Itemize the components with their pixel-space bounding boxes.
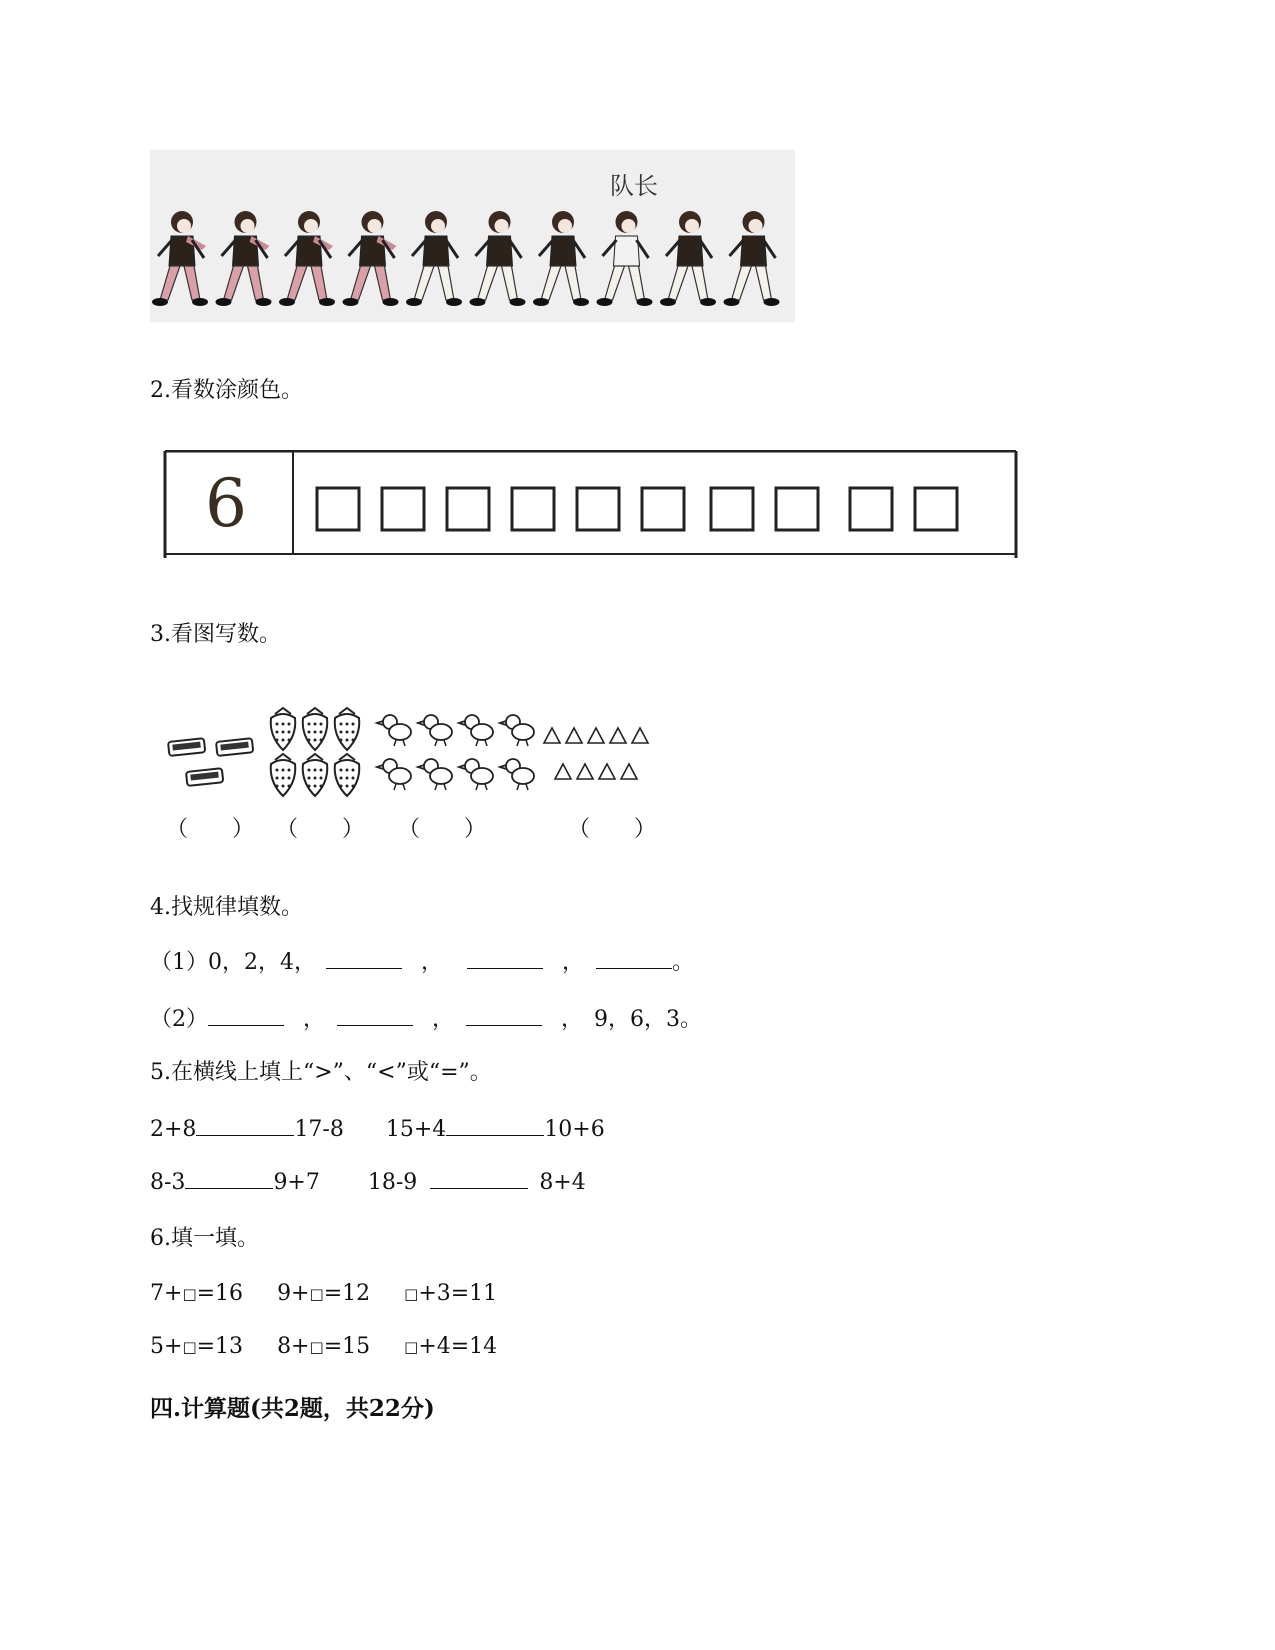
expr: 8+4 bbox=[539, 1170, 586, 1195]
expr: 8-3 bbox=[150, 1170, 186, 1195]
number-six: 6 bbox=[205, 465, 247, 542]
q3-title: 3.看图写数。 bbox=[150, 622, 281, 647]
expr: 9+7 bbox=[273, 1170, 320, 1195]
chick-icon bbox=[418, 759, 452, 790]
walking-child-icon bbox=[533, 211, 589, 306]
chick-icon bbox=[377, 759, 411, 790]
color-square[interactable] bbox=[711, 488, 753, 530]
color-squares bbox=[317, 488, 957, 530]
expr: 18-9 bbox=[367, 1170, 418, 1195]
chick-icon bbox=[500, 715, 534, 746]
blank-1[interactable] bbox=[326, 948, 402, 969]
expr: 17-8 bbox=[294, 1117, 344, 1142]
triangle-icon bbox=[610, 728, 626, 743]
strawberry-icon bbox=[335, 708, 360, 750]
chick-icon bbox=[459, 759, 493, 790]
triangle-icon bbox=[632, 728, 648, 743]
triangles-group bbox=[544, 728, 648, 779]
expr: +4=14 bbox=[418, 1334, 498, 1359]
blank-2[interactable] bbox=[467, 948, 543, 969]
answer-paren-4[interactable]: （ ） bbox=[568, 817, 657, 842]
color-square[interactable] bbox=[317, 488, 359, 530]
eraser-icon bbox=[168, 738, 205, 756]
expr: =15 bbox=[323, 1334, 371, 1359]
blank-6[interactable] bbox=[466, 1005, 542, 1026]
color-square[interactable] bbox=[642, 488, 684, 530]
walkers-illustration bbox=[150, 150, 795, 322]
expr: 15+4 bbox=[385, 1117, 447, 1142]
walking-child-icon bbox=[470, 211, 526, 306]
expr: =16 bbox=[196, 1281, 244, 1306]
q5-row-1 bbox=[150, 1115, 605, 1145]
blank-3[interactable] bbox=[596, 948, 672, 969]
strawberry-icon bbox=[271, 708, 296, 750]
count-figure bbox=[150, 700, 690, 850]
square-blank[interactable]: □ bbox=[404, 1285, 419, 1303]
color-square[interactable] bbox=[512, 488, 554, 530]
q4-title: 4.找规律填数。 bbox=[150, 895, 303, 920]
q5-row-2 bbox=[150, 1168, 586, 1198]
expr: =13 bbox=[196, 1334, 244, 1359]
walking-child-icon bbox=[152, 211, 208, 306]
triangle-icon bbox=[555, 764, 571, 779]
color-square[interactable] bbox=[850, 488, 892, 530]
color-square[interactable] bbox=[577, 488, 619, 530]
walking-child-icon bbox=[597, 211, 653, 306]
compare-blank[interactable] bbox=[196, 1115, 294, 1136]
square-blank[interactable]: □ bbox=[309, 1285, 324, 1303]
chick-icon bbox=[459, 715, 493, 746]
walking-child-icon bbox=[660, 211, 716, 306]
walkers-figure bbox=[150, 150, 795, 322]
captain-label: 队长 bbox=[610, 172, 658, 200]
expr: 8+ bbox=[277, 1334, 310, 1359]
expr: 7+ bbox=[150, 1281, 183, 1306]
eraser-icon bbox=[186, 768, 223, 786]
q6-title: 6.填一填。 bbox=[150, 1226, 259, 1251]
compare-blank[interactable] bbox=[185, 1168, 273, 1189]
triangle-icon bbox=[588, 728, 604, 743]
walking-child-icon bbox=[279, 211, 335, 306]
expr: 5+ bbox=[150, 1334, 183, 1359]
strawberry-icon bbox=[271, 754, 296, 796]
color-square[interactable] bbox=[915, 488, 957, 530]
square-blank[interactable]: □ bbox=[182, 1285, 197, 1303]
color-square[interactable] bbox=[776, 488, 818, 530]
blank-5[interactable] bbox=[337, 1005, 413, 1026]
erasers-group bbox=[168, 738, 253, 786]
color-box bbox=[163, 450, 1019, 558]
chick-icon bbox=[377, 715, 411, 746]
separator: ， bbox=[303, 1007, 326, 1032]
strawberries-group bbox=[271, 708, 360, 796]
walking-child-icon bbox=[216, 211, 272, 306]
color-square[interactable] bbox=[447, 488, 489, 530]
walking-child-icon bbox=[343, 211, 399, 306]
period: 。 bbox=[672, 950, 695, 975]
q6-row-2 bbox=[150, 1332, 497, 1362]
walking-child-icon bbox=[406, 211, 462, 306]
strawberry-icon bbox=[303, 754, 328, 796]
q4-line1-prefix: （1）0，2，4， bbox=[150, 950, 316, 975]
chicks-group bbox=[377, 715, 534, 790]
expr: 9+ bbox=[277, 1281, 310, 1306]
triangle-icon bbox=[621, 764, 637, 779]
q2-title: 2.看数涂颜色。 bbox=[150, 378, 303, 403]
answer-paren-3[interactable]: （ ） bbox=[398, 817, 487, 842]
section-heading: 四.计算题(共2题，共22分) bbox=[150, 1395, 435, 1422]
answer-paren-2[interactable]: （ ） bbox=[276, 817, 365, 842]
compare-blank[interactable] bbox=[446, 1115, 544, 1136]
square-blank[interactable]: □ bbox=[404, 1338, 419, 1356]
chick-icon bbox=[418, 715, 452, 746]
q4-line-2 bbox=[150, 1005, 702, 1035]
strawberry-icon bbox=[335, 754, 360, 796]
separator: ， bbox=[421, 950, 444, 975]
triangle-icon bbox=[544, 728, 560, 743]
expr: =12 bbox=[323, 1281, 371, 1306]
eraser-icon bbox=[216, 738, 253, 756]
expr: +3=11 bbox=[418, 1281, 498, 1306]
blank-4[interactable] bbox=[208, 1005, 284, 1026]
triangle-icon bbox=[599, 764, 615, 779]
strawberry-icon bbox=[303, 708, 328, 750]
q4-line2-prefix: （2） bbox=[150, 1007, 208, 1032]
square-blank[interactable]: □ bbox=[309, 1338, 324, 1356]
answer-paren-1[interactable]: （ ） bbox=[166, 817, 255, 842]
triangle-icon bbox=[566, 728, 582, 743]
expr: 2+8 bbox=[150, 1117, 197, 1142]
separator: ， bbox=[432, 1007, 455, 1032]
color-square[interactable] bbox=[382, 488, 424, 530]
compare-blank[interactable] bbox=[430, 1168, 528, 1189]
triangle-icon bbox=[577, 764, 593, 779]
square-blank[interactable]: □ bbox=[182, 1338, 197, 1356]
q5-title: 5.在横线上填上“>”、“<”或“=”。 bbox=[150, 1060, 492, 1085]
walking-child-icon bbox=[724, 211, 780, 306]
q6-row-1 bbox=[150, 1279, 497, 1309]
expr: 10+6 bbox=[544, 1117, 605, 1142]
separator: ， bbox=[562, 950, 585, 975]
chick-icon bbox=[500, 759, 534, 790]
q4-line2-tail: ， 9，6，3。 bbox=[561, 1007, 703, 1032]
q4-line-1 bbox=[150, 948, 694, 978]
